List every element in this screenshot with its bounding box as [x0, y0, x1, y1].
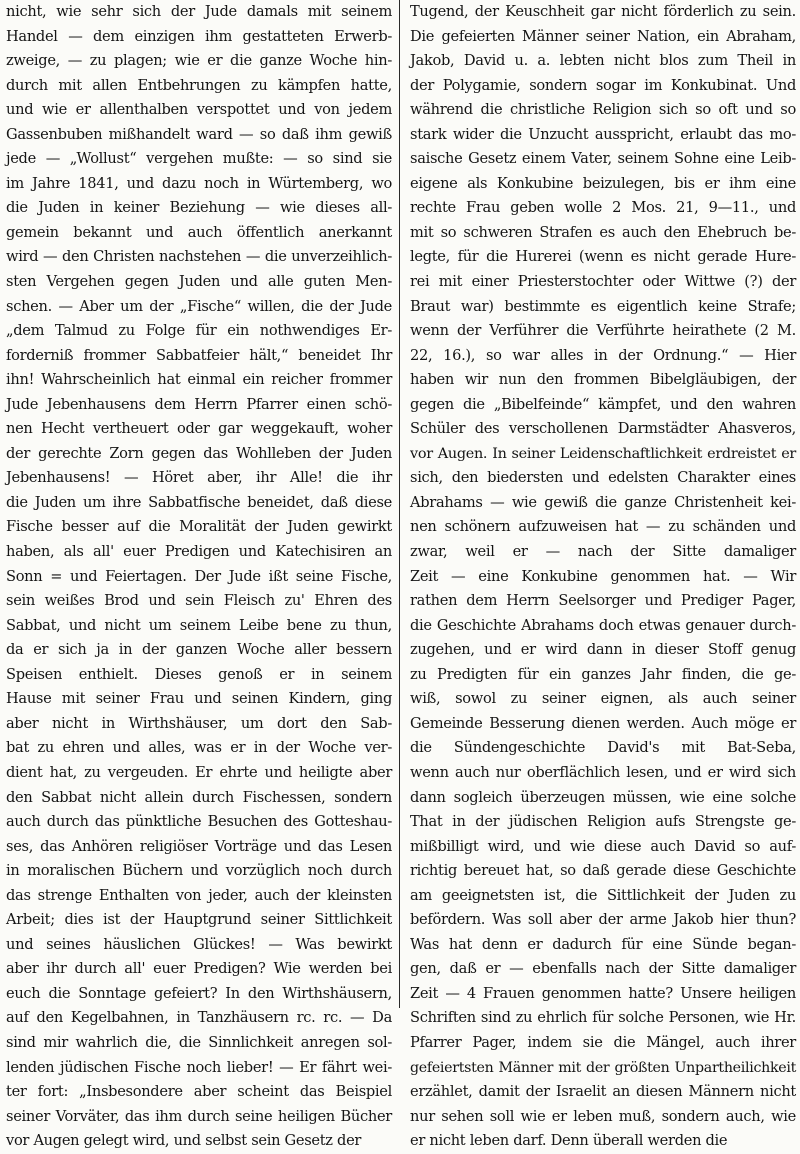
text-line: wenn auch nur oberflächlich lesen, und er wird sich: [410, 763, 796, 781]
text-line: rechte Frau geben wolle 2 Mos. 21, 9—11., und: [410, 199, 796, 217]
text-line: die Juden in keiner Beziehung — wie dieses all-: [6, 199, 392, 217]
text-line: Sonn = und Feiertagen. Der Jude ißt seine Fische,: [6, 567, 392, 585]
text-line: richtig bereuet hat, so daß gerade diese Geschichte: [410, 862, 796, 880]
text-line: Handel — dem einzigen ihm gestatteten Erwerb-: [6, 27, 392, 45]
text-line: vor Augen. In seiner Leidenschaftlichkeit erdreistet er: [410, 445, 796, 462]
text-line: lenden jüdischen Fische noch lieber! — Er fährt wei-: [6, 1058, 392, 1076]
text-line: Was hat denn er dadurch für eine Sünde began-: [410, 935, 796, 953]
text-line: zu Predigten für ein ganzes Jahr finden, die ge-: [410, 665, 796, 683]
text-line: stark wider die Unzucht ausspricht, erlaubt das mo-: [410, 125, 796, 143]
text-line: dann sogleich überzeugen müssen, wie eine solche: [410, 788, 796, 806]
text-line: „dem Talmud zu Folge für ein nothwendiges Er-: [6, 322, 392, 340]
text-line: Hause mit seiner Frau und seinen Kindern, ging: [6, 690, 392, 708]
text-line: forderniß frommer Sabbatfeier hält,“ beneidet Ihr: [6, 346, 392, 364]
text-line: zwar, weil er — nach der Sitte damaliger: [410, 543, 796, 561]
text-line: eigene als Konkubine beizulegen, bis er ihm eine: [410, 174, 796, 192]
column-divider: [399, 0, 400, 1008]
text-line: und wie er allenthalben verspottet und von jedem: [6, 101, 392, 119]
text-line: im Jahre 1841, und dazu noch in Würtemberg, wo: [6, 174, 392, 192]
text-line: Tugend, der Keuschheit gar nicht förderlich zu sein.: [410, 3, 796, 20]
text-line: die Sündengeschichte David's mit Bat-Seba,: [410, 739, 796, 757]
text-line: Jakob, David u. a. lebten nicht blos zum Theil in: [410, 52, 796, 70]
text-line: auf den Kegelbahnen, in Tanzhäusern rc. rc. — Da: [6, 1009, 392, 1027]
text-line: aber ihr durch all' euer Predigen? Wie werden bei: [6, 960, 392, 978]
text-line: sich, den biedersten und edelsten Charakter eines: [410, 469, 796, 487]
text-line: ter fort: „Insbesondere aber scheint das Beispiel: [6, 1083, 392, 1101]
text-line: zweige, — zu plagen; wie er die ganze Woche hin-: [6, 52, 392, 70]
text-line: Speisen enthielt. Dieses genoß er in seinem: [6, 665, 392, 683]
text-line: legte, für die Hurerei (wenn es nicht gerade Hure-: [410, 248, 796, 266]
text-line: während die christliche Religion sich so oft und so: [410, 101, 796, 119]
text-line: nen schönern aufzuweisen hat — zu schänden und: [410, 518, 796, 536]
text-line: 22, 16.), so war alles in der Ordnung.“ — Hier: [410, 346, 796, 364]
text-line: sind mir wahrlich die, die Sinnlichkeit anregen sol-: [6, 1033, 392, 1051]
text-line: und seines häuslichen Glückes! — Was bewirkt: [6, 935, 392, 953]
text-line: den Sabbat nicht allein durch Fischessen, sondern: [6, 788, 392, 806]
text-line: er nicht leben darf. Denn überall werden die: [410, 1132, 728, 1150]
text-line: gen, daß er — ebenfalls nach der Sitte damaliger: [410, 960, 796, 978]
text-line: nen Hecht vertheuert oder gar weggekauft, woher: [6, 420, 392, 438]
text-line: der Polygamie, sondern sogar im Konkubinat. Und: [410, 76, 796, 94]
text-line: Die gefeierten Männer seiner Nation, ein Abraham,: [410, 27, 796, 45]
text-line: aber nicht in Wirthshäuser, um dort den Sab-: [6, 714, 392, 732]
text-line: euch die Sonntage gefeiert? In den Wirthshäusern,: [6, 984, 392, 1002]
text-line: Fische besser auf die Moralität der Juden gewirkt: [6, 518, 392, 536]
text-line: rathen dem Herrn Seelsorger und Prediger Pager,: [410, 592, 796, 610]
text-line: That in der jüdischen Religion aufs Strengste ge-: [410, 813, 796, 831]
text-line: sein weißes Brod und sein Fleisch zu' Ehren des: [6, 592, 392, 610]
text-line: Jebenhausens! — Höret aber, ihr Alle! die ihr: [6, 469, 392, 487]
text-line: da er sich ja in der ganzen Woche aller bessern: [6, 641, 392, 659]
text-line: Braut war) bestimmte es eigentlich keine Strafe;: [410, 297, 796, 315]
text-line: sten Vergehen gegen Juden und alle guten Men-: [6, 273, 392, 291]
text-line: saische Gesetz einem Vater, seinem Sohne eine Leib-: [410, 150, 796, 168]
text-line: zugehen, und er wird dann in dieser Stoff genug: [410, 641, 796, 659]
text-line: Schriften sind zu ehrlich für solche Personen, wie Hr.: [410, 1009, 796, 1027]
text-line: rei mit einer Priesterstochter oder Wittwe (?) der: [410, 273, 796, 291]
text-line: die Geschichte Abrahams doch etwas genauer durch-: [410, 616, 796, 634]
text-line: nur sehen soll wie er leben muß, sondern auch, wie: [410, 1107, 796, 1125]
text-line: jede — „Wollust“ vergehen mußte: — so sind sie: [6, 150, 392, 168]
text-line: schen. — Aber um der „Fische“ willen, die der Jude: [6, 297, 392, 315]
text-line: gegen die „Bibelfeinde“ kämpfet, und den wahren: [410, 395, 796, 413]
text-line: Jude Jebenhausens dem Herrn Pfarrer einen schö-: [6, 395, 392, 413]
text-column-left: [6, 0, 392, 1154]
text-line: dient hat, zu vergeuden. Er ehrte und heiligte aber: [6, 763, 392, 781]
text-line: das strenge Enthalten von jeder, auch der kleinsten: [6, 886, 392, 904]
text-line: durch mit allen Entbehrungen zu kämpfen hatte,: [6, 76, 392, 94]
text-line: wird — den Christen nachstehen — die unverzeihlich-: [6, 248, 392, 266]
text-line: vor Augen gelegt wird, und selbst sein Gesetz der: [6, 1132, 362, 1150]
text-line: in moralischen Büchern und vorzüglich noch durch: [6, 862, 392, 880]
text-line: wiß, sowol zu seiner eignen, als auch seiner: [410, 690, 796, 708]
text-line: Gemeinde Besserung dienen werden. Auch möge er: [410, 714, 796, 732]
text-line: der gerechte Zorn gegen das Wohlleben der Juden: [6, 444, 392, 462]
text-line: bat zu ehren und alles, was er in der Woche ver-: [6, 739, 392, 757]
text-line: gemein bekannt und auch öffentlich anerkannt: [6, 223, 392, 241]
text-line: befördern. Was soll aber der arme Jakob hier thun?: [410, 911, 796, 929]
text-line: wenn der Verführer die Verführte heirathete (2 M.: [410, 322, 796, 340]
text-line: mit so schweren Strafen es auch den Ehebruch be-: [410, 223, 796, 241]
text-line: Sabbat, und nicht um seinem Leibe bene zu thun,: [6, 616, 392, 634]
text-line: Arbeit; dies ist der Hauptgrund seiner Sittlichkeit: [6, 911, 392, 929]
text-line: am geeignetsten ist, die Sittlichkeit der Juden zu: [410, 886, 796, 904]
text-line: Gassenbuben mißhandelt ward — so daß ihm gewiß: [6, 125, 392, 143]
text-line: erzählet, damit der Israelit an diesen Männern nicht: [410, 1083, 796, 1101]
text-line: haben, als all' euer Predigen und Katechisiren an: [6, 543, 392, 561]
text-line: auch durch das pünktliche Besuchen des Gotteshau-: [6, 813, 392, 831]
text-line: nicht, wie sehr sich der Jude damals mit seinem: [6, 3, 392, 20]
text-line: Schüler des verschollenen Darmstädter Ahasveros,: [410, 420, 796, 438]
text-line: Zeit — eine Konkubine genommen hat. — Wir: [410, 567, 796, 585]
text-line: ses, das Anhören religiöser Vorträge und das Lesen: [6, 837, 392, 855]
text-column-right: [410, 0, 796, 1154]
text-line: Zeit — 4 Frauen genommen hatte? Unsere heiligen: [410, 984, 796, 1002]
text-line: ihn! Wahrscheinlich hat einmal ein reicher frommer: [6, 371, 392, 389]
text-line: Pfarrer Pager, indem sie die Mängel, auch ihrer: [410, 1033, 796, 1051]
text-line: Abrahams — wie gewiß die ganze Christenheit kei-: [410, 493, 796, 511]
text-line: gefeiertsten Männer mit der größten Unpartheilichkeit: [410, 1059, 796, 1076]
text-line: mißbilligt wird, und wie diese auch David so auf-: [410, 837, 796, 855]
text-line: die Juden um ihre Sabbatfische beneidet, daß diese: [6, 493, 392, 511]
text-line: haben wir nun den frommen Bibelgläubigen, der: [410, 371, 796, 389]
text-line: seiner Vorväter, das ihm durch seine heiligen Bücher: [6, 1107, 392, 1125]
